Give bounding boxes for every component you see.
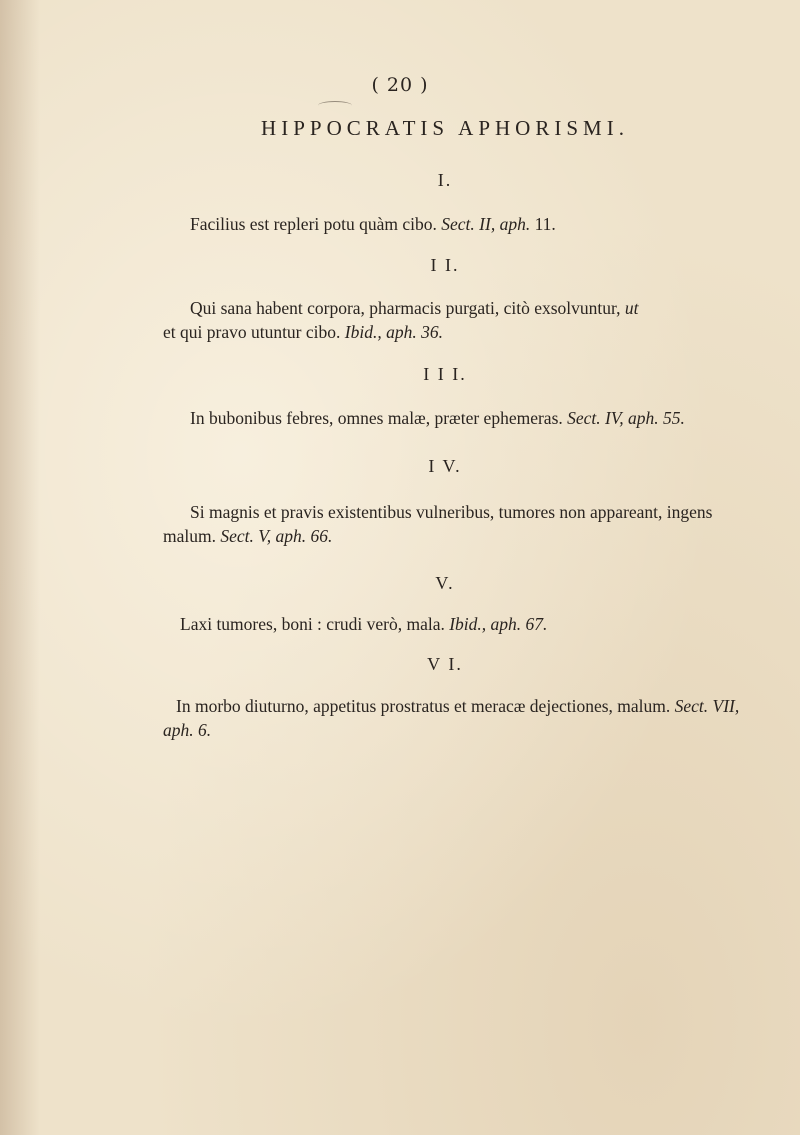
- page-number: ( 20 ): [371, 74, 429, 96]
- aphorism-numeral: I I I.: [423, 364, 467, 384]
- aphorism-reference: Sect. VII, aph. 6.: [163, 696, 740, 740]
- aphorism-numeral: V.: [435, 573, 455, 593]
- aphorism-numeral: I I.: [430, 255, 460, 275]
- aphorism-body: et qui pravo utuntur cibo.: [163, 322, 341, 342]
- page-title: HIPPOCRATIS APHORISMI.: [261, 116, 629, 140]
- aphorism-text: [163, 406, 743, 430]
- aphorism-body: Qui sana habent corpora, pharmacis purgati, citò exsolvuntur,: [190, 298, 621, 318]
- aphorism-reference: Ibid., aph. 67.: [449, 614, 548, 634]
- ornament-mark: [318, 101, 352, 110]
- aphorism-reference: Sect. II, aph.: [441, 214, 531, 234]
- aphorism-body: In bubonibus febres, omnes malæ, præter ephemeras.: [190, 408, 563, 428]
- aphorism-body: Facilius est repleri potu quàm cibo.: [190, 214, 437, 234]
- aphorism-reference: Sect. IV, aph. 55.: [567, 408, 685, 428]
- aphorism-text: [163, 500, 735, 548]
- aphorism-text: [190, 212, 750, 236]
- aphorism-text-continued: [163, 320, 737, 344]
- aphorism-body: Laxi tumores, boni : crudi verò, mala.: [180, 614, 445, 634]
- aphorism-text: [163, 612, 737, 636]
- aphorism-reference: ut: [624, 298, 639, 318]
- aphorism-numeral: I V.: [428, 456, 462, 476]
- aphorism-body: In morbo diuturno, appetitus prostratus et meracæ dejectiones, malum.: [176, 696, 671, 716]
- aphorism-reference-number: 11.: [534, 214, 556, 234]
- aphorism-reference: Sect. V, aph. 66.: [220, 526, 333, 546]
- aphorism-numeral: V I.: [427, 654, 463, 674]
- aphorism-numeral: I.: [437, 170, 453, 190]
- aphorism-body: Si magnis et pravis existentibus vulneribus, tumores non appareant, ingens malum.: [163, 502, 713, 546]
- aphorism-text: [190, 296, 737, 320]
- aphorism-text: [163, 694, 743, 742]
- aphorism-reference: Ibid., aph. 36.: [344, 322, 443, 342]
